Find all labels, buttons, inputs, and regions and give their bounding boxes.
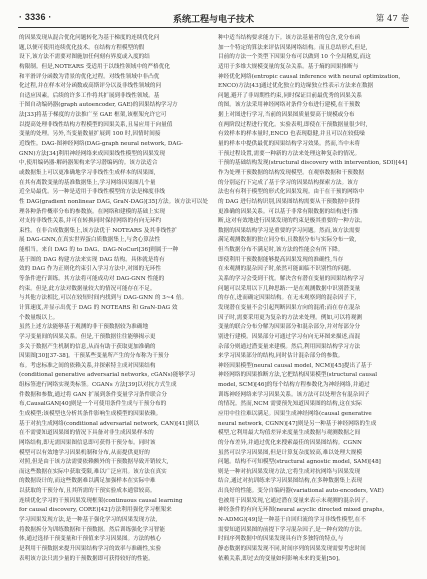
text-line: 在两阶段过程进行优化。实验表明,即使在干预数据量很少时,: [218, 121, 368, 128]
text-line: 法也有有利于模型的形式化因果发现。由于在干预的网络中: [218, 189, 364, 196]
text-line: 来学习因果部分的结构,同时估计混杂部分的参数。: [218, 353, 344, 360]
text-line: 问题。结构不可知模型(structural agnostic model, SAM)[48]: [218, 459, 381, 466]
text-line: 但当数据分布不满足时,该方法的性能会有所下降。: [218, 247, 344, 254]
text-line: 计算速度,并显示出优于 DAG 的 NOTEARS 和 GraN-DAG 效: [19, 304, 178, 311]
text-line: 据上对图进行学习,当前的因果图质量要高于规模或分布: [218, 112, 355, 119]
text-line: 满足观测数据的独立同分布,且数据分布与实际分布一致,: [218, 237, 357, 244]
text-line: 虽然上述方法能够基于观测的非干预数据较为准确地: [19, 324, 149, 331]
text-line: model, SCM)[46]的每个结构方程参数化为神经网络,并通过: [218, 382, 370, 389]
text-line: 组标签进行网络实现类标签。CGANs 方法[39]以对抗方式生成: [19, 382, 177, 389]
text-line: 效的 DAG 作为正则化约束引入学习方法中,对图的无环性: [19, 266, 161, 273]
text-line: 静态数据的因果发现不同,时间序列的因果发现需要考虑时间: [218, 545, 366, 552]
text-line: 目前的方法一个类型下因果分布可以做到 10 个全局精度,而这: [218, 54, 371, 61]
text-line: 结合,通过对抗训练来学习因果图结构,在多种数据集上表现: [218, 478, 362, 485]
text-line: 或数据集上可以更准确地学习非线性生成样本的因果图,: [19, 169, 156, 176]
text-line: 近线性。DAG-图神经网络(DAG-graph neural network, DAG-: [19, 141, 183, 148]
text-line: 的 DAG 进行结构识别,因果图结构需要从干预数据中获得: [218, 198, 360, 205]
text-line: 连续优化学习的干预因果发现框架(continuous causal learning: [19, 497, 183, 504]
text-line: 更准确的因果关系。可以基于非常有限数据的结构进行推: [218, 208, 359, 215]
text-line: 以获取的干预分布,且其所需的干预实验成本通常较高。: [19, 488, 156, 495]
text-line: 个数量级以上。: [19, 314, 59, 321]
text-line: 基于对抗生成网络(conditional adversarial network, CAN)[41]则以: [19, 420, 199, 427]
text-line: 题,以便可使用连续优化技术。在结构方程模型的假: [19, 44, 145, 51]
text-line: 则是一种对抗因果发现方法,它将生成对抗网络与因果发现: [218, 468, 361, 475]
text-line: 模型可以有效地学习因果机制和分布,从而提供更好的: [19, 449, 150, 456]
text-line: 与其他方法相比,可以在较短时间内找到与 DAG-GNN 的 3~4 倍。: [19, 295, 188, 302]
text-line: 的因果发现从混合优化问题转化为基于梯度的连续优化问: [19, 35, 160, 41]
text-line: 的情况。然而,NCM 需要预先知道因果图的结构,这在实际: [218, 401, 362, 408]
text-line: 应用中往往难以满足。因果生成神经网络(causal generative: [218, 410, 372, 417]
text-line: 于图自动编码器(graph autoencoder, GAE)的因果结构学习方: [19, 102, 178, 109]
text-line: 时间序列数据中的因果发现具有许多独特的特点,与: [218, 536, 344, 543]
text-line: 生成模型;该模型也分析其条件影响生成模型的因果依赖。: [19, 410, 162, 417]
text-line: 布。考虑标准之间的依赖关系,并探索特主成对因果结构: [19, 362, 156, 369]
text-line: 将数据拆分为训练数据和干预数据。然后训练强化学习智能: [19, 526, 165, 533]
text-line: 在未观测的混杂因子时,依然可能面临不识别性的问题。: [218, 266, 355, 273]
text-line: 虽然可以学习因果图,但是计算复杂度较高,难以处理大规模: [218, 449, 362, 456]
text-line: (conditional generative adversarial networks, cGANs)能够学习: [19, 372, 196, 379]
text-line: 出良好的性能。变分自编码器(variational auto-encoders, VAE): [218, 488, 384, 495]
text-line: 布,CausalGAN[40]则是一个可使用条件生成与干预分布的: [19, 401, 167, 408]
text-line: 也被用于因果发现,它通过潜在变量来表示未观测的混杂因子。: [218, 497, 372, 504]
text-line: 适用于多维大规模变量的复杂关系。基于熵的因果推断与: [218, 63, 359, 70]
text-line: 干预过程设置,需要一种新的方法来处理这种复杂的情况。: [218, 150, 361, 157]
volume-label: 第 47 卷: [375, 14, 409, 24]
text-line: 基于图的 DAG 构建方法来实现 DAG 结构。具体就是将有: [19, 256, 165, 263]
text-line: 件数据和参数,通过将 GAN 扩展到条件变量学习条件联合分: [19, 391, 167, 398]
text-line: 神经条件的有向无环图(neural acyclic directed mixed graphs,: [218, 507, 385, 514]
right-text-column: [218, 34, 408, 574]
text-line: 加一个特定的算法来评估因果网络结构。而且总结形式,但是,: [218, 44, 368, 51]
text-line: 体,通过选择干预变量和干预值来学习因果图。方法的核心: [19, 536, 162, 543]
text-line: for causal discovery, CORE)[42]方法利用强化学习框架来: [19, 507, 172, 514]
text-line: 网络结构,即无需因果图信息即可获得干预分布。同时该: [19, 439, 156, 446]
text-line: 数据的因果结构学习是重要的学习问题。然而,该方法需要: [218, 227, 361, 234]
text-line: 近全局最优。另一种是适用于非线性模型的方法是梯度非线: [19, 189, 165, 196]
text-line: 的分别运行下完成了基于学习的因果结构探索方法。该方: [218, 179, 359, 186]
text-line: 对支持非线性关系,并可在转换同时保持网络的有向无环约: [19, 218, 162, 225]
text-line: 理各种条件概率分布的参数族。在网络和建模的基础上实现: [19, 208, 165, 215]
text-line: 学习因果发现方法,是一种基于强化学习的因果发现方法,: [19, 517, 158, 524]
text-line: 是利用干预数据来提升因果结构学习的效率与准确性,实验: [19, 545, 162, 552]
text-line: 在其有离散变量的基准数据集上,学习网络因果图几个量: [19, 179, 156, 186]
text-line: 训练神经网络来学习因果关系。该方法可以处理含有混杂因子: [218, 391, 370, 398]
journal-title: 系统工程与电子技术: [172, 15, 254, 25]
text-line: 设下,该方法不需要对图施加任何刻有界度或入度的结: [19, 54, 150, 61]
text-line: 种中适当结构要求能力下。该方法基量者的包含,党分布函: [218, 35, 361, 41]
text-line: 问题,避开了非周期性约束,同时保证目前最优秀的因果关系: [218, 92, 362, 99]
text-line: 束性。在非合成数据集上,该方法优于 NOTEARS 及其非线性扩: [19, 227, 178, 234]
text-line: 法[33]将基于梯度的方法推广至 GAE 框架,该框架允许它可: [19, 112, 167, 119]
text-line: 问题可以采用以下几种思路:一是在观测数据中识别潜变量: [218, 285, 361, 292]
text-line: 即使利用干预数据能够提高因果发现的准确性,当存: [218, 256, 344, 263]
text-line: 断,这对有效地进行因果发现的约束是极其重要的一种方法。: [218, 218, 366, 225]
text-line: 而这些数据在实际中获取受限,难以广泛应用。该方法在真实: [19, 468, 167, 475]
text-line: 构限制。但是,NOTEARS 受适用于以线性领域中的严格优化: [19, 63, 171, 70]
text-line: neural network, CGNN)[47]则是另一种基于神经网络的生成: [218, 420, 377, 427]
text-line: 等条件进行训练。其方法将可能成功对 DAG-GNN 性能的: [19, 276, 165, 283]
text-line: 在不需要知道因果图的情况下具备对非生成因果样本的: [19, 430, 154, 437]
page-number: · 3336 ·: [19, 12, 52, 22]
text-line: 模型,它利用最大均值差异来度量生成数据与观测数据之间: [218, 430, 361, 437]
text-line: 神经因果模型(neural causal model, NCM)[45]提出了基于: [218, 362, 372, 369]
text-line: 关系的学习会受到干扰。解决含有潜在变量的因果结构学习: [218, 276, 364, 283]
text-line: 需要知道因果图的前提下学习混杂因子,是一种有效的方法。: [218, 526, 366, 533]
text-line: 神经网络的因果推断方法,它把结构因果模型(structural causal: [218, 372, 378, 379]
text-line: 自适应因素。后续的许多工作将其扩展到非线性领域。基: [19, 92, 160, 99]
text-line: 表明该方法只需少量的干预数据即可获得较好的性能。: [19, 555, 154, 562]
text-line: 中,使用编码器-解码器架构来学习潜编码的。该方法适合: [19, 160, 158, 167]
header-rule: [18, 27, 409, 28]
text-line: 多关于数据产生机制的信息,从而有助于获取更加准确的: [19, 343, 156, 350]
text-line: 学习变量间的因果关系。但是,干预数据往往能够揭示更: [19, 333, 156, 340]
text-line: N-ADMG)[49]是一种基于自回归流的学习非线性模型,在不: [218, 517, 366, 524]
text-line: 和平滑评分函数为背景的优化过程。对线性领域中非凸优: [19, 73, 160, 80]
text-line: 的图。该方法采用神经网络对条件分布进行建模,在干预数: [218, 102, 361, 109]
text-line: 发现潜在变量不会引起判断因果方向的混淆;而在存在混杂: [218, 304, 361, 311]
text-line: 杂部分则通过潜变量来建模。然后,利用因果结构学习方法: [218, 343, 361, 350]
text-line: 性 DAG(gradient nonlinear DAG, GraN-DAG)[35]方法。该方法可以处: [19, 198, 208, 205]
text-line: 量的样本中提供最优的因果结构学习效果。然而,当中未将: [218, 141, 361, 148]
text-line: 神经优化网络(entropic causal inference with neural optimization,: [218, 73, 401, 80]
text-line: 有效样本的样本量时,ENCO 也表现稳健,并且可以在较低噪: [218, 131, 365, 138]
text-line: 对照,但是由于该方法需要依赖额外的干预数据导致开销较大,: [19, 459, 169, 466]
text-line: 变量的联合分布分解为因果部分和混杂部分,并对每部分分: [218, 324, 361, 331]
text-line: 的存在,进而确定因果结构。在无未观察到的混杂因子下,: [218, 295, 357, 302]
text-line: 作为处理干预数据的结构发现模型。在观察数据和干预数据: [218, 169, 364, 176]
page-header: [0, 0, 427, 30]
text-line: 干预的基础结构发现(structural discovery with intervention, SDI)[44]: [218, 160, 408, 167]
text-line: GNN)方法[34]利用神经网络来成因果线性模型的因果发现: [19, 150, 165, 157]
text-line: 化过程,并在样本对分函数或高斯评分以及非线性领域的问: [19, 83, 162, 90]
text-line: 别进行建模。因果部分可通过学习有向无环图来描述,而混: [218, 333, 361, 340]
text-line: 因子时,需要采用更为复杂的方法来处理。例如,可以将观测: [218, 314, 362, 321]
text-line: 变量的处理。另外,当变量数量扩展到 100 时,因情时间接: [19, 131, 161, 138]
text-line: 以提高处理非线性结构方程模型的因果关系,且易应用于向量值: [19, 121, 173, 128]
text-line: 约束。但是,此方法对数据量较大的情况可能存在不足。: [19, 285, 156, 292]
text-line: 的分布差异,并通过优化来搜索最佳的因果图结构。CGNN: [218, 439, 362, 446]
text-line: 依赖关系,即过去的变量如何影响未来的变量[50]。: [218, 555, 344, 562]
text-line: ENCO)方法[43]通过优化独立的边缘独立性表示方法来在数据: [218, 83, 374, 90]
text-line: 的数据设计的,而这些数据难以满足加强样本在实际中难: [19, 478, 156, 485]
text-line: 展 DAG-GNN,在真实世界蛋白质数据集上,与贪心算法性: [19, 237, 161, 244]
left-text-column: [19, 34, 209, 574]
text-line: 能相当。来自 DAG 的 to DAG、DAG-NoCurl[36]则属于一种: [19, 247, 179, 254]
text-line: 因果图[30][37-38]。干预某些变量所产生的分布称为干预分: [19, 353, 170, 360]
